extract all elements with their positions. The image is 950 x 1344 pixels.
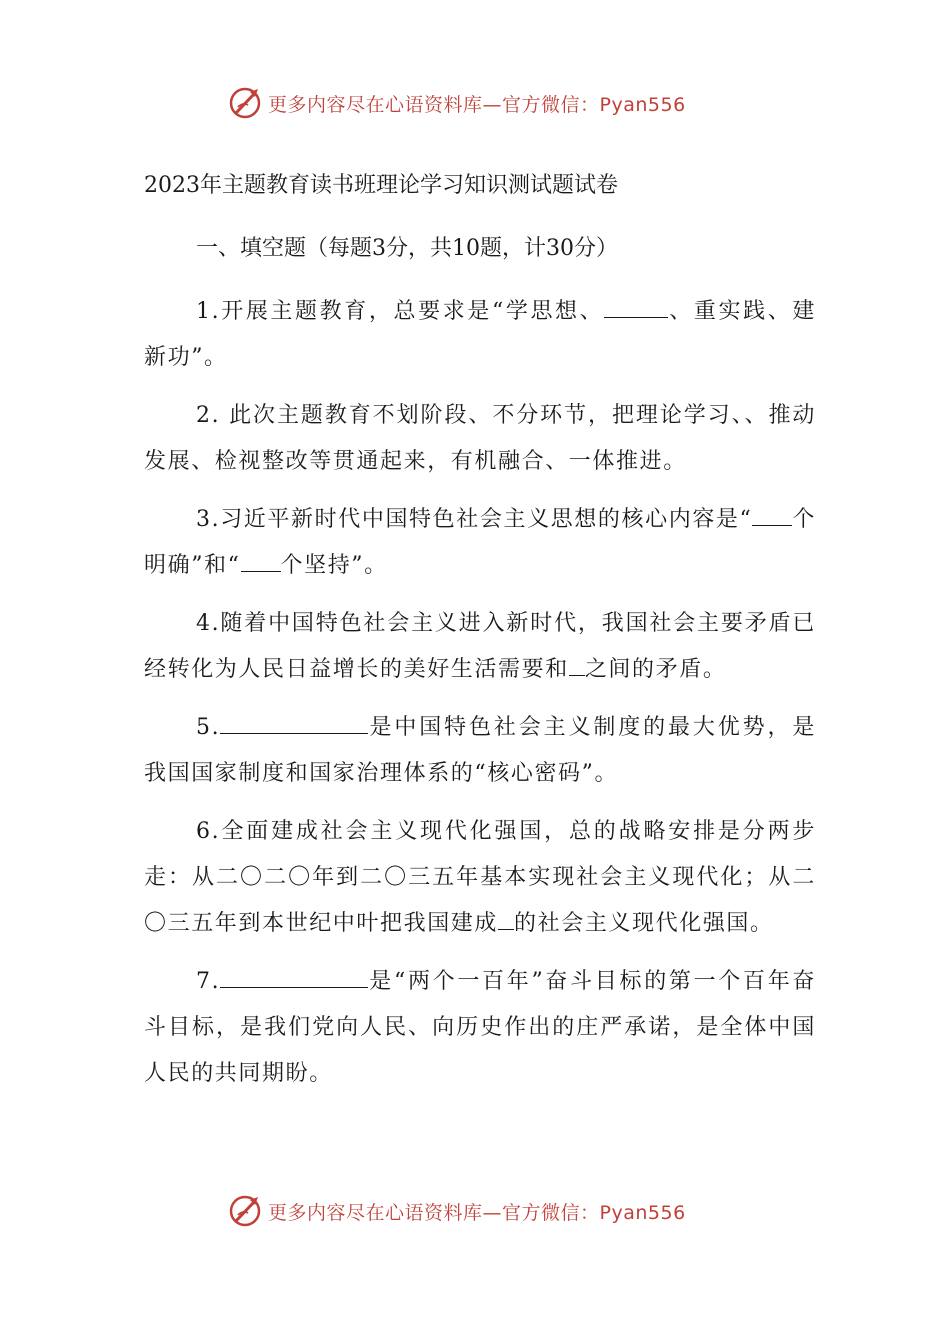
pen-logo-icon [228, 1193, 264, 1229]
question-text: 之间的矛盾。 [584, 657, 727, 682]
question-text: 5. [196, 715, 221, 740]
question-text: 、重实践、建新功”。 [144, 299, 816, 370]
banner-text: 更多内容尽在心语资料库—官方微信：Pyan556 [268, 93, 686, 116]
question-4 [144, 601, 816, 693]
question-text: 3.习近平新时代中国特色社会主义思想的核心内容是“ [196, 507, 753, 532]
header-banner [228, 83, 686, 123]
question-text: 4.随着中国特色社会主义进入新时代，我国社会主要矛盾已经转化为人民日益增长的美好生活需要和 [144, 611, 816, 682]
question-text: 是“两个一百年”奋斗目标的第一个百年奋斗目标，是我们党向人民、向历史作出的庄严承诺，是全体中国人民的共同期盼。 [144, 969, 816, 1086]
question-2 [144, 393, 816, 485]
question-text: 7. [196, 969, 221, 994]
question-text: 个明确”和“ [144, 507, 816, 578]
question-3 [144, 497, 816, 589]
pen-logo-icon [228, 85, 264, 121]
answer-blank [752, 503, 792, 526]
answer-blank [241, 549, 281, 572]
question-7 [144, 959, 816, 1097]
page-title: 2023年主题教育读书班理论学习知识测试题试卷 [144, 173, 618, 198]
question-1 [144, 289, 816, 381]
question-text: 是中国特色社会主义制度的最大优势，是我国国家制度和国家治理体系的“核心密码”。 [144, 715, 816, 786]
question-text: 6.全面建成社会主义现代化强国，总的战略安排是分两步走：从二〇二〇年到二〇三五年基本实现社会主义现代化；从二〇三五年到本世纪中叶把我国建成 [144, 819, 816, 936]
question-text: 的社会主义现代化强国。 [514, 911, 774, 936]
question-5 [144, 705, 816, 797]
question-6 [144, 809, 816, 947]
answer-blank [220, 965, 368, 988]
question-text: 1.开展主题教育，总要求是“学思想、 [196, 299, 605, 324]
section-heading: 一、填空题（每题3分，共10题，计30分） [196, 236, 618, 261]
question-text: 个坚持”。 [280, 553, 388, 578]
answer-blank [220, 711, 368, 734]
footer-banner [228, 1191, 686, 1231]
answer-blank [604, 295, 668, 318]
document-body [144, 168, 816, 1109]
question-text: 2. 此次主题教育不划阶段、不分环节，把理论学习、、推动发展、检视整改等贯通起来，有机融合、一体推进。 [144, 403, 816, 474]
answer-blank [569, 653, 585, 676]
banner-text: 更多内容尽在心语资料库—官方微信：Pyan556 [268, 1201, 686, 1224]
answer-blank [498, 907, 514, 930]
